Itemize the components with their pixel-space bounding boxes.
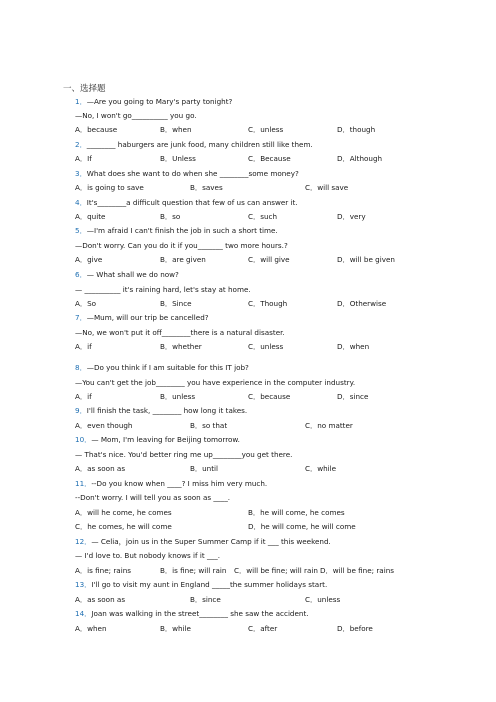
question-number: 2．: [75, 140, 87, 149]
section-title: 一、选择题: [63, 84, 106, 94]
answer-option[interactable]: C．unless: [248, 125, 284, 134]
question-stem: [75, 313, 209, 322]
answer-option[interactable]: C．unless: [305, 595, 341, 604]
question-line: [75, 551, 220, 560]
question-stem: [75, 198, 298, 207]
question-number: 7．: [75, 313, 87, 322]
answer-option[interactable]: B．until: [190, 464, 219, 473]
question-line: [75, 450, 292, 459]
question-line: [75, 241, 288, 250]
answer-option[interactable]: D．before: [337, 624, 373, 633]
question-text: I'll go to visit my aunt in England _____the summer holidays start.: [91, 580, 328, 589]
answer-option[interactable]: A．quite: [75, 212, 106, 221]
answer-option[interactable]: C．will give: [248, 255, 290, 264]
question-text: Joan was walking in the street________ she saw the accident.: [91, 609, 309, 618]
question-stem: [75, 479, 267, 488]
question-number: 1．: [75, 97, 87, 106]
question-text: ________ haburgers are junk food, many children still like them.: [86, 140, 313, 149]
question-number: 4．: [75, 198, 87, 207]
answer-option[interactable]: C．will save: [305, 183, 349, 192]
question-text: — I'd love to. But nobody knows if it ___.: [75, 551, 221, 560]
question-text: — __________ it's raining hard, let's stay at home.: [75, 285, 251, 294]
question-number: 10．: [75, 435, 92, 444]
question-text: --Do you know when ____? I miss him very much.: [91, 479, 268, 488]
question-line: [75, 328, 285, 337]
answer-option[interactable]: B．since: [190, 595, 221, 604]
answer-option[interactable]: A．if: [75, 342, 92, 351]
question-stem: [75, 169, 299, 178]
answer-option[interactable]: A．So: [75, 299, 97, 308]
question-number: 11．: [75, 479, 92, 488]
question-stem: [75, 435, 240, 444]
question-stem: [75, 140, 313, 149]
question-stem: [75, 609, 309, 618]
answer-option[interactable]: C．Because: [248, 154, 291, 163]
question-stem: [75, 363, 249, 372]
question-stem: [75, 97, 232, 106]
question-number: 14．: [75, 609, 92, 618]
answer-option[interactable]: A．even though: [75, 421, 133, 430]
question-stem: [75, 537, 331, 546]
answer-option[interactable]: A．If: [75, 154, 92, 163]
question-text: —Do you think if I am suitable for this IT job?: [86, 363, 249, 372]
question-text: —Mum, will our trip be cancelled?: [86, 313, 209, 322]
question-text: —Don't worry. Can you do it if you_______ two more hours.?: [75, 241, 288, 250]
answer-option[interactable]: D．though: [337, 125, 376, 134]
answer-option[interactable]: D．very: [337, 212, 366, 221]
answer-option[interactable]: D．Otherwise: [337, 299, 387, 308]
question-number: 13．: [75, 580, 92, 589]
answer-option[interactable]: B．Since: [160, 299, 192, 308]
question-text: —I'm afraid I can't finish the job in such a short time.: [86, 226, 278, 235]
question-text: —Are you going to Mary's party tonight?: [86, 97, 233, 106]
question-stem: [75, 406, 247, 415]
answer-option[interactable]: C．unless: [248, 342, 284, 351]
question-text: I'll finish the task, ________ how long it takes.: [86, 406, 248, 415]
question-text: What does she want to do when she ________some money?: [86, 169, 299, 178]
question-number: 6．: [75, 270, 87, 279]
answer-option[interactable]: A．is going to save: [75, 183, 144, 192]
question-text: — What shall we do now?: [86, 270, 179, 279]
question-stem: [75, 270, 179, 279]
question-number: 3．: [75, 169, 87, 178]
question-stem: [75, 226, 278, 235]
question-text: —You can't get the job________ you have experience in the computer industry.: [75, 378, 356, 387]
answer-option[interactable]: C．after: [248, 624, 278, 633]
answer-option[interactable]: D．will be fine; rains: [320, 566, 395, 575]
answer-option[interactable]: A．as soon as: [75, 464, 126, 473]
answer-option[interactable]: C．will be fine; will rain: [234, 566, 318, 575]
answer-option[interactable]: B．is fine; will rain: [160, 566, 227, 575]
answer-option[interactable]: D．will be given: [337, 255, 395, 264]
question-number: 9．: [75, 406, 87, 415]
question-stem: [75, 580, 327, 589]
question-line: [75, 493, 230, 502]
question-number: 5．: [75, 226, 87, 235]
question-number: 8．: [75, 363, 87, 372]
question-line: [75, 285, 251, 294]
answer-option[interactable]: B．so that: [190, 421, 228, 430]
answer-option[interactable]: D．Although: [337, 154, 383, 163]
question-text: —No, I won't go__________ you go.: [75, 111, 197, 120]
question-text: —No, we won't put it off________there is a natural disaster.: [75, 328, 285, 337]
answer-option[interactable]: A．because: [75, 125, 118, 134]
answer-option[interactable]: D．since: [337, 392, 369, 401]
answer-option[interactable]: D．he will come, he will come: [248, 522, 356, 531]
answer-option[interactable]: B．while: [160, 624, 191, 633]
answer-option[interactable]: A．if: [75, 392, 92, 401]
question-text: --Don't worry. I will tell you as soon as ____.: [75, 493, 231, 502]
answer-option[interactable]: C．Though: [248, 299, 288, 308]
question-text: It's________a difficult question that few of us can answer it.: [86, 198, 298, 207]
question-line: [75, 111, 197, 120]
answer-option[interactable]: B．unless: [160, 392, 196, 401]
answer-option[interactable]: A．when: [75, 624, 107, 633]
answer-option[interactable]: B．saves: [190, 183, 223, 192]
question-text: — That's nice. You'd better ring me up________you get there.: [75, 450, 293, 459]
question-number: 12．: [75, 537, 92, 546]
answer-option[interactable]: B．Unless: [160, 154, 196, 163]
answer-option[interactable]: B．he will come, he comes: [248, 508, 345, 517]
answer-option[interactable]: B．so: [160, 212, 181, 221]
answer-option[interactable]: C．because: [248, 392, 291, 401]
answer-option[interactable]: C．he comes, he will come: [75, 522, 172, 531]
answer-option[interactable]: B．when: [160, 125, 192, 134]
answer-option[interactable]: C．no matter: [305, 421, 353, 430]
question-text: — Celia，join us in the Super Summer Camp if it ___ this weekend.: [91, 537, 331, 546]
question-text: — Mom, I'm leaving for Beijing tomorrow.: [91, 435, 240, 444]
answer-option[interactable]: C．such: [248, 212, 278, 221]
answer-option[interactable]: A．give: [75, 255, 103, 264]
answer-option[interactable]: C．while: [305, 464, 337, 473]
answer-option[interactable]: B．are given: [160, 255, 206, 264]
question-line: [75, 378, 355, 387]
answer-option[interactable]: A．is fine; rains: [75, 566, 131, 575]
answer-option[interactable]: B．whether: [160, 342, 202, 351]
answer-option[interactable]: D．when: [337, 342, 370, 351]
answer-option[interactable]: A．will he come, he comes: [75, 508, 172, 517]
answer-option[interactable]: A．as soon as: [75, 595, 126, 604]
